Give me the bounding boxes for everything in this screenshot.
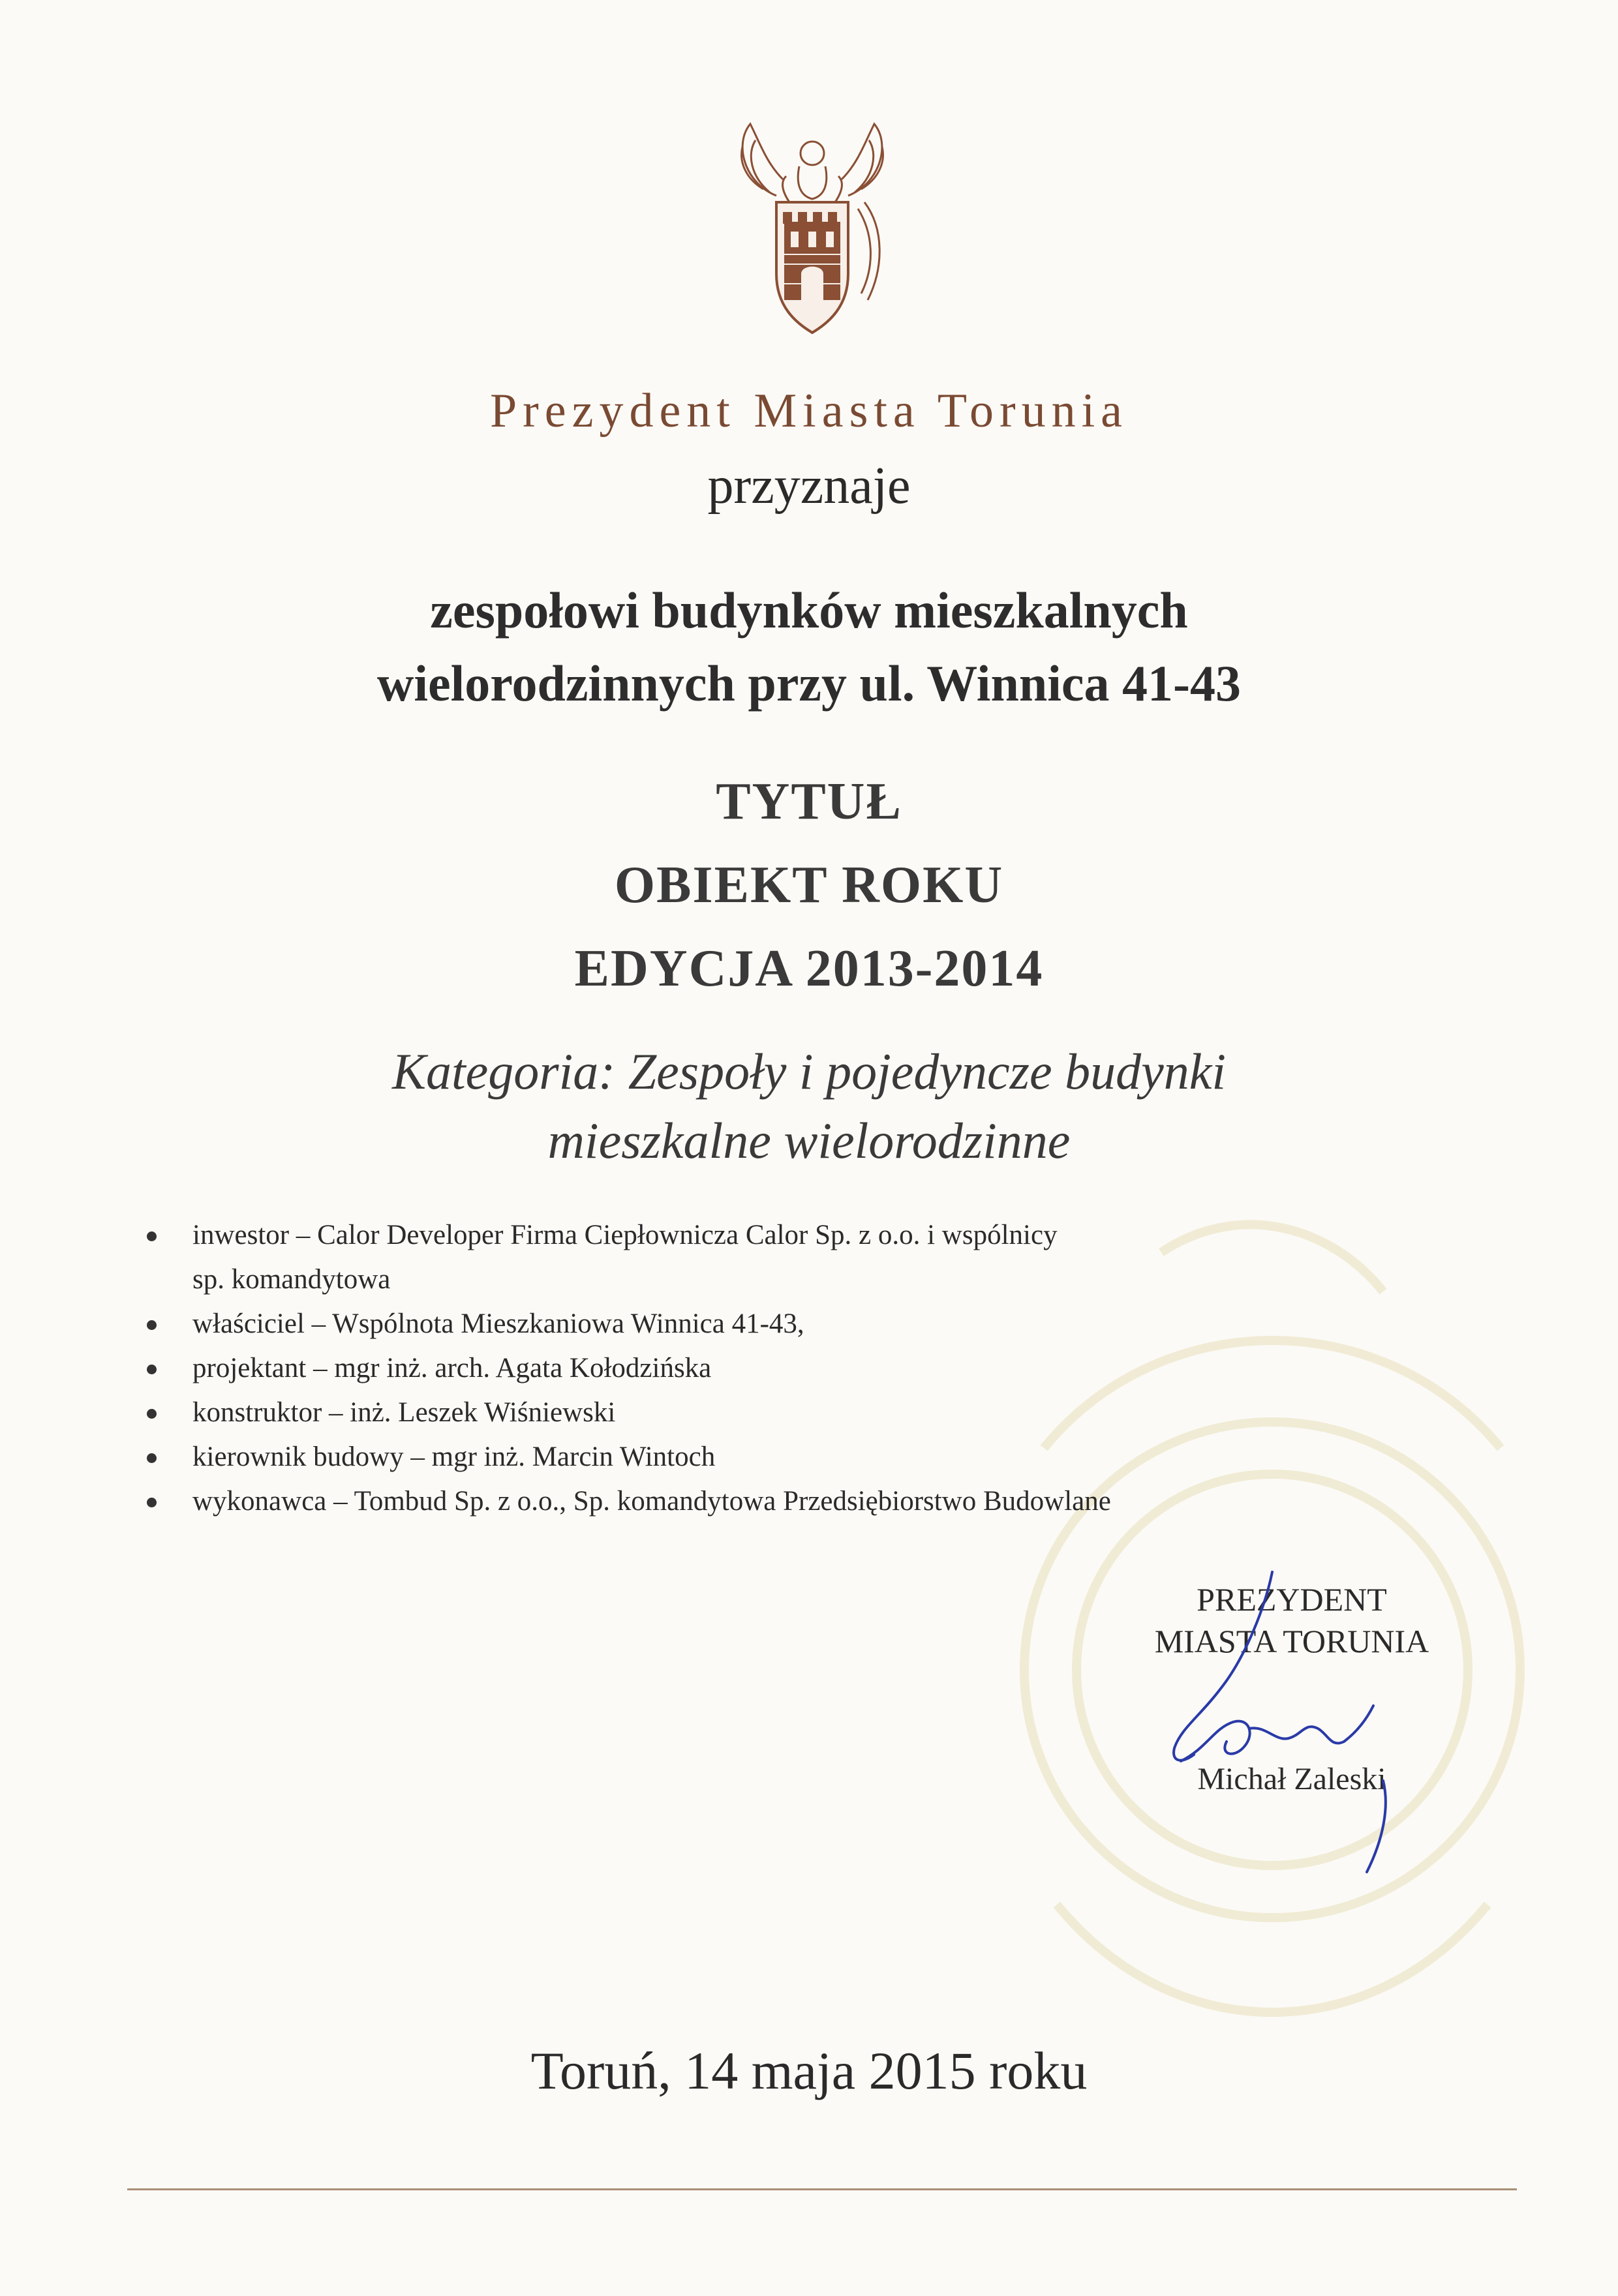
credit-item-investor: [147, 1213, 1386, 1302]
credit-text-continued: sp. komandytowa: [192, 1264, 391, 1295]
credit-text: projektant – mgr inż. arch. Agata Kołodzińska: [192, 1353, 712, 1383]
credit-text: inwestor – Calor Developer Firma Ciepłownicza Calor Sp. z o.o. i wspólnicy: [192, 1220, 1058, 1250]
torun-coat-of-arms-icon: [731, 117, 894, 336]
signatory-name: Michał Zaleski: [1197, 1762, 1386, 1796]
recipient-line-2: wielorodzinnych przy ul. Winnica 41-43: [377, 655, 1241, 712]
signatory-title-line-2: MIASTA TORUNIA: [1154, 1623, 1429, 1659]
credit-text: kierownik budowy – mgr inż. Marcin Wintoch: [192, 1442, 716, 1472]
credit-text: właściciel – Wspólnota Mieszkaniowa Winnica 41-43,: [192, 1308, 804, 1339]
recipient-line-1: zespołowi budynków mieszkalnych: [430, 582, 1188, 639]
credit-text: wykonawca – Tombud Sp. z o.o., Sp. komandytowa Przedsiębiorstwo Budowlane: [192, 1486, 1111, 1517]
award-title-line-3: EDYCJA 2013-2014: [574, 940, 1044, 997]
signatory-title-line-1: PREZYDENT: [1197, 1581, 1387, 1618]
issuer-title: Prezydent Miasta Torunia: [489, 384, 1129, 438]
footer-divider: [127, 2188, 1517, 2190]
category-line-1: Kategoria: Zespoły i pojedyncze budynki: [391, 1043, 1227, 1100]
credit-item-site-manager: [147, 1435, 1386, 1479]
credit-item-contractor: [147, 1479, 1386, 1524]
credit-item-owner: [147, 1302, 1386, 1346]
award-title: [0, 760, 1618, 1010]
credits-list: [147, 1213, 1386, 1524]
credit-text: konstruktor – inż. Leszek Wiśniewski: [192, 1397, 616, 1428]
category-line-2: mieszkalne wielorodzinne: [547, 1112, 1071, 1169]
credit-item-structural-engineer: [147, 1391, 1386, 1435]
place-and-date: Toruń, 14 maja 2015 roku: [530, 2041, 1088, 2100]
handwritten-signature-icon: [1109, 1565, 1435, 1879]
award-title-line-1: TYTUŁ: [716, 773, 902, 830]
credit-item-designer: [147, 1346, 1386, 1391]
award-title-line-2: OBIEKT ROKU: [614, 856, 1004, 914]
award-category: [0, 1037, 1618, 1175]
award-recipient: [0, 574, 1618, 720]
grants-verb: przyznaje: [707, 457, 911, 515]
